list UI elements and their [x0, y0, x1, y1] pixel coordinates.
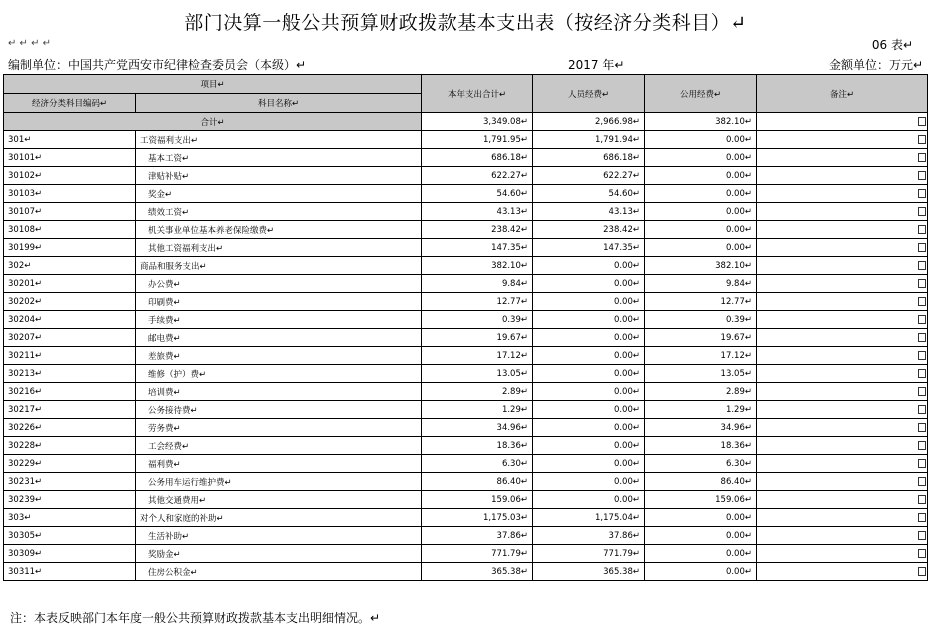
row-note-cell	[757, 275, 928, 293]
table-row	[4, 221, 928, 239]
row-code: 30305↵	[4, 527, 136, 545]
table-row	[4, 545, 928, 563]
table-row	[4, 383, 928, 401]
cell-marker-icon	[918, 315, 926, 324]
row-code: 30202↵	[4, 293, 136, 311]
row-total: 19.67↵	[422, 329, 533, 347]
row-code: 303↵	[4, 509, 136, 527]
row-public: 0.00↵	[645, 131, 757, 149]
row-personnel: 622.27↵	[533, 167, 645, 185]
row-public: 1.29↵	[645, 401, 757, 419]
table-row	[4, 347, 928, 365]
row-personnel: 1,175.04↵	[533, 509, 645, 527]
header-name: 科目名称↵	[136, 94, 422, 113]
row-public: 12.77↵	[645, 293, 757, 311]
cell-marker-icon	[918, 333, 926, 342]
row-total: 382.10↵	[422, 257, 533, 275]
row-note-cell	[757, 347, 928, 365]
row-total: 54.60↵	[422, 185, 533, 203]
cell-marker-icon	[918, 423, 926, 432]
row-personnel: 0.00↵	[533, 329, 645, 347]
table-row	[4, 329, 928, 347]
table-row	[4, 509, 928, 527]
row-code: 30216↵	[4, 383, 136, 401]
row-public: 9.84↵	[645, 275, 757, 293]
row-public: 0.00↵	[645, 239, 757, 257]
header-public: 公用经费↵	[645, 75, 757, 113]
row-note-cell	[757, 293, 928, 311]
row-note-cell	[757, 437, 928, 455]
row-public: 0.00↵	[645, 545, 757, 563]
cell-marker-icon	[918, 459, 926, 468]
row-total: 9.84↵	[422, 275, 533, 293]
row-note-cell	[757, 365, 928, 383]
row-public: 382.10↵	[645, 257, 757, 275]
header-code: 经济分类科目编码↵	[4, 94, 136, 113]
row-code: 30102↵	[4, 167, 136, 185]
row-public: 0.00↵	[645, 149, 757, 167]
row-code: 30201↵	[4, 275, 136, 293]
header-personnel: 人员经费↵	[533, 75, 645, 113]
row-name: 公务用车运行维护费↵	[136, 473, 422, 491]
year-label: 2017 年↵	[568, 58, 625, 72]
row-public: 0.00↵	[645, 185, 757, 203]
row-note-cell	[757, 167, 928, 185]
row-total: 1,175.03↵	[422, 509, 533, 527]
row-name: 其他交通费用↵	[136, 491, 422, 509]
cell-marker-icon	[918, 279, 926, 288]
cell-marker-icon	[918, 567, 926, 576]
row-name: 奖励金↵	[136, 545, 422, 563]
row-public: 13.05↵	[645, 365, 757, 383]
row-code: 30217↵	[4, 401, 136, 419]
header-total: 本年支出合计↵	[422, 75, 533, 113]
row-personnel: 43.13↵	[533, 203, 645, 221]
row-total: 686.18↵	[422, 149, 533, 167]
row-code: 302↵	[4, 257, 136, 275]
cell-marker-icon	[918, 369, 926, 378]
row-name: 维修（护）费↵	[136, 365, 422, 383]
row-name: 基本工资↵	[136, 149, 422, 167]
row-personnel: 0.00↵	[533, 491, 645, 509]
table-row	[4, 455, 928, 473]
expenditure-table	[3, 74, 928, 581]
row-public: 0.39↵	[645, 311, 757, 329]
cell-marker-icon	[918, 477, 926, 486]
document-title: 部门决算一般公共预算财政拨款基本支出表（按经济分类科目）↵	[184, 12, 747, 34]
row-public: 0.00↵	[645, 563, 757, 581]
row-name: 差旅费↵	[136, 347, 422, 365]
row-personnel: 0.00↵	[533, 257, 645, 275]
row-name: 培训费↵	[136, 383, 422, 401]
row-code: 30204↵	[4, 311, 136, 329]
row-code: 30107↵	[4, 203, 136, 221]
row-personnel: 0.00↵	[533, 383, 645, 401]
row-code: 30213↵	[4, 365, 136, 383]
row-code: 30226↵	[4, 419, 136, 437]
row-total: 12.77↵	[422, 293, 533, 311]
cell-marker-icon	[918, 243, 926, 252]
cell-marker-icon	[918, 135, 926, 144]
row-name: 福利费↵	[136, 455, 422, 473]
table-row	[4, 527, 928, 545]
table-row	[4, 473, 928, 491]
unit-info-row	[8, 56, 923, 74]
row-code: 30103↵	[4, 185, 136, 203]
row-name: 公务接待费↵	[136, 401, 422, 419]
row-personnel: 147.35↵	[533, 239, 645, 257]
row-note-cell	[757, 473, 928, 491]
row-note-cell	[757, 383, 928, 401]
cell-marker-icon	[918, 153, 926, 162]
row-personnel: 0.00↵	[533, 275, 645, 293]
row-personnel: 54.60↵	[533, 185, 645, 203]
row-total: 771.79↵	[422, 545, 533, 563]
row-personnel: 0.00↵	[533, 455, 645, 473]
row-code: 30207↵	[4, 329, 136, 347]
row-name: 商品和服务支出↵	[136, 257, 422, 275]
row-total: 2.89↵	[422, 383, 533, 401]
cell-marker-icon	[918, 441, 926, 450]
row-public: 6.30↵	[645, 455, 757, 473]
row-code: 30309↵	[4, 545, 136, 563]
row-total: 238.42↵	[422, 221, 533, 239]
row-note-cell	[757, 509, 928, 527]
table-row	[4, 149, 928, 167]
header-row-1	[4, 75, 928, 94]
amount-unit-label: 金额单位：万元↵	[828, 58, 923, 72]
table-row	[4, 239, 928, 257]
total-label: 合计↵	[4, 113, 422, 131]
cell-marker-icon	[918, 387, 926, 396]
table-row	[4, 563, 928, 581]
cell-marker-icon	[918, 207, 926, 216]
row-personnel: 0.00↵	[533, 311, 645, 329]
row-public: 0.00↵	[645, 509, 757, 527]
row-personnel: 37.86↵	[533, 527, 645, 545]
header-item: 项目↵	[4, 75, 422, 94]
row-public: 0.00↵	[645, 167, 757, 185]
row-public: 19.67↵	[645, 329, 757, 347]
row-name: 对个人和家庭的补助↵	[136, 509, 422, 527]
row-public: 2.89↵	[645, 383, 757, 401]
total-note-cell	[757, 113, 928, 131]
row-total: 37.86↵	[422, 527, 533, 545]
row-name: 机关事业单位基本养老保险缴费↵	[136, 221, 422, 239]
row-note-cell	[757, 149, 928, 167]
row-total: 6.30↵	[422, 455, 533, 473]
row-total: 86.40↵	[422, 473, 533, 491]
total-personnel: 2,966.98↵	[533, 113, 645, 131]
row-total: 17.12↵	[422, 347, 533, 365]
cell-marker-icon	[918, 549, 926, 558]
row-note-cell	[757, 419, 928, 437]
row-personnel: 0.00↵	[533, 347, 645, 365]
row-personnel: 238.42↵	[533, 221, 645, 239]
table-row	[4, 293, 928, 311]
table-row	[4, 275, 928, 293]
cell-marker-icon	[918, 261, 926, 270]
footnote: 注：本表反映部门本年度一般公共预算财政拨款基本支出明细情况。↵	[10, 611, 381, 625]
row-name: 手续费↵	[136, 311, 422, 329]
row-total: 1.29↵	[422, 401, 533, 419]
row-name: 工资福利支出↵	[136, 131, 422, 149]
row-public: 18.36↵	[645, 437, 757, 455]
row-code: 30211↵	[4, 347, 136, 365]
row-note-cell	[757, 239, 928, 257]
cell-marker-icon	[918, 225, 926, 234]
row-code: 301↵	[4, 131, 136, 149]
row-name: 办公费↵	[136, 275, 422, 293]
row-personnel: 0.00↵	[533, 293, 645, 311]
row-public: 86.40↵	[645, 473, 757, 491]
row-personnel: 771.79↵	[533, 545, 645, 563]
row-name: 印刷费↵	[136, 293, 422, 311]
row-name: 工会经费↵	[136, 437, 422, 455]
row-total: 159.06↵	[422, 491, 533, 509]
row-note-cell	[757, 311, 928, 329]
row-total: 18.36↵	[422, 437, 533, 455]
row-note-cell	[757, 455, 928, 473]
organization-label: 编制单位：中国共产党西安市纪律检查委员会（本级）↵	[8, 58, 307, 72]
row-public: 159.06↵	[645, 491, 757, 509]
row-name: 奖金↵	[136, 185, 422, 203]
table-row	[4, 257, 928, 275]
row-code: 30239↵	[4, 491, 136, 509]
row-personnel: 0.00↵	[533, 419, 645, 437]
row-public: 17.12↵	[645, 347, 757, 365]
cell-marker-icon	[918, 171, 926, 180]
row-personnel: 0.00↵	[533, 473, 645, 491]
row-total: 34.96↵	[422, 419, 533, 437]
row-note-cell	[757, 563, 928, 581]
row-note-cell	[757, 185, 928, 203]
row-note-cell	[757, 221, 928, 239]
row-name: 绩效工资↵	[136, 203, 422, 221]
row-public: 34.96↵	[645, 419, 757, 437]
row-total: 0.39↵	[422, 311, 533, 329]
row-total: 622.27↵	[422, 167, 533, 185]
row-code: 30231↵	[4, 473, 136, 491]
row-note-cell	[757, 527, 928, 545]
row-note-cell	[757, 491, 928, 509]
row-code: 30199↵	[4, 239, 136, 257]
table-number: 06 表↵	[871, 38, 913, 52]
header-note: 备注↵	[757, 75, 928, 113]
row-public: 0.00↵	[645, 527, 757, 545]
table-row	[4, 365, 928, 383]
row-name: 邮电费↵	[136, 329, 422, 347]
cell-marker-icon	[918, 513, 926, 522]
table-row	[4, 203, 928, 221]
total-public: 382.10↵	[645, 113, 757, 131]
table-row	[4, 491, 928, 509]
row-code: 30228↵	[4, 437, 136, 455]
cell-marker-icon	[918, 189, 926, 198]
cell-marker-icon	[918, 351, 926, 360]
row-code: 30101↵	[4, 149, 136, 167]
row-name: 津贴补贴↵	[136, 167, 422, 185]
total-amount: 3,349.08↵	[422, 113, 533, 131]
row-total: 1,791.95↵	[422, 131, 533, 149]
paragraph-marks: ↵ ↵ ↵ ↵	[8, 38, 52, 49]
row-total: 365.38↵	[422, 563, 533, 581]
row-total: 43.13↵	[422, 203, 533, 221]
table-row	[4, 401, 928, 419]
row-note-cell	[757, 131, 928, 149]
table-row	[4, 185, 928, 203]
row-personnel: 365.38↵	[533, 563, 645, 581]
table-row	[4, 419, 928, 437]
row-public: 0.00↵	[645, 203, 757, 221]
row-note-cell	[757, 203, 928, 221]
cell-marker-icon	[918, 297, 926, 306]
row-personnel: 1,791.94↵	[533, 131, 645, 149]
row-note-cell	[757, 401, 928, 419]
row-code: 30229↵	[4, 455, 136, 473]
table-row	[4, 167, 928, 185]
row-note-cell	[757, 257, 928, 275]
row-note-cell	[757, 545, 928, 563]
row-note-cell	[757, 329, 928, 347]
cell-marker-icon	[918, 405, 926, 414]
row-public: 0.00↵	[645, 221, 757, 239]
row-personnel: 0.00↵	[533, 401, 645, 419]
row-code: 30108↵	[4, 221, 136, 239]
row-name: 劳务费↵	[136, 419, 422, 437]
total-row	[4, 113, 928, 131]
row-personnel: 686.18↵	[533, 149, 645, 167]
table-row	[4, 131, 928, 149]
row-code: 30311↵	[4, 563, 136, 581]
row-personnel: 0.00↵	[533, 365, 645, 383]
cell-marker-icon	[918, 531, 926, 540]
table-row	[4, 437, 928, 455]
row-total: 147.35↵	[422, 239, 533, 257]
row-name: 其他工资福利支出↵	[136, 239, 422, 257]
cell-marker-icon	[918, 117, 926, 126]
row-personnel: 0.00↵	[533, 437, 645, 455]
cell-marker-icon	[918, 495, 926, 504]
row-name: 生活补助↵	[136, 527, 422, 545]
row-total: 13.05↵	[422, 365, 533, 383]
row-name: 住房公积金↵	[136, 563, 422, 581]
table-row	[4, 311, 928, 329]
